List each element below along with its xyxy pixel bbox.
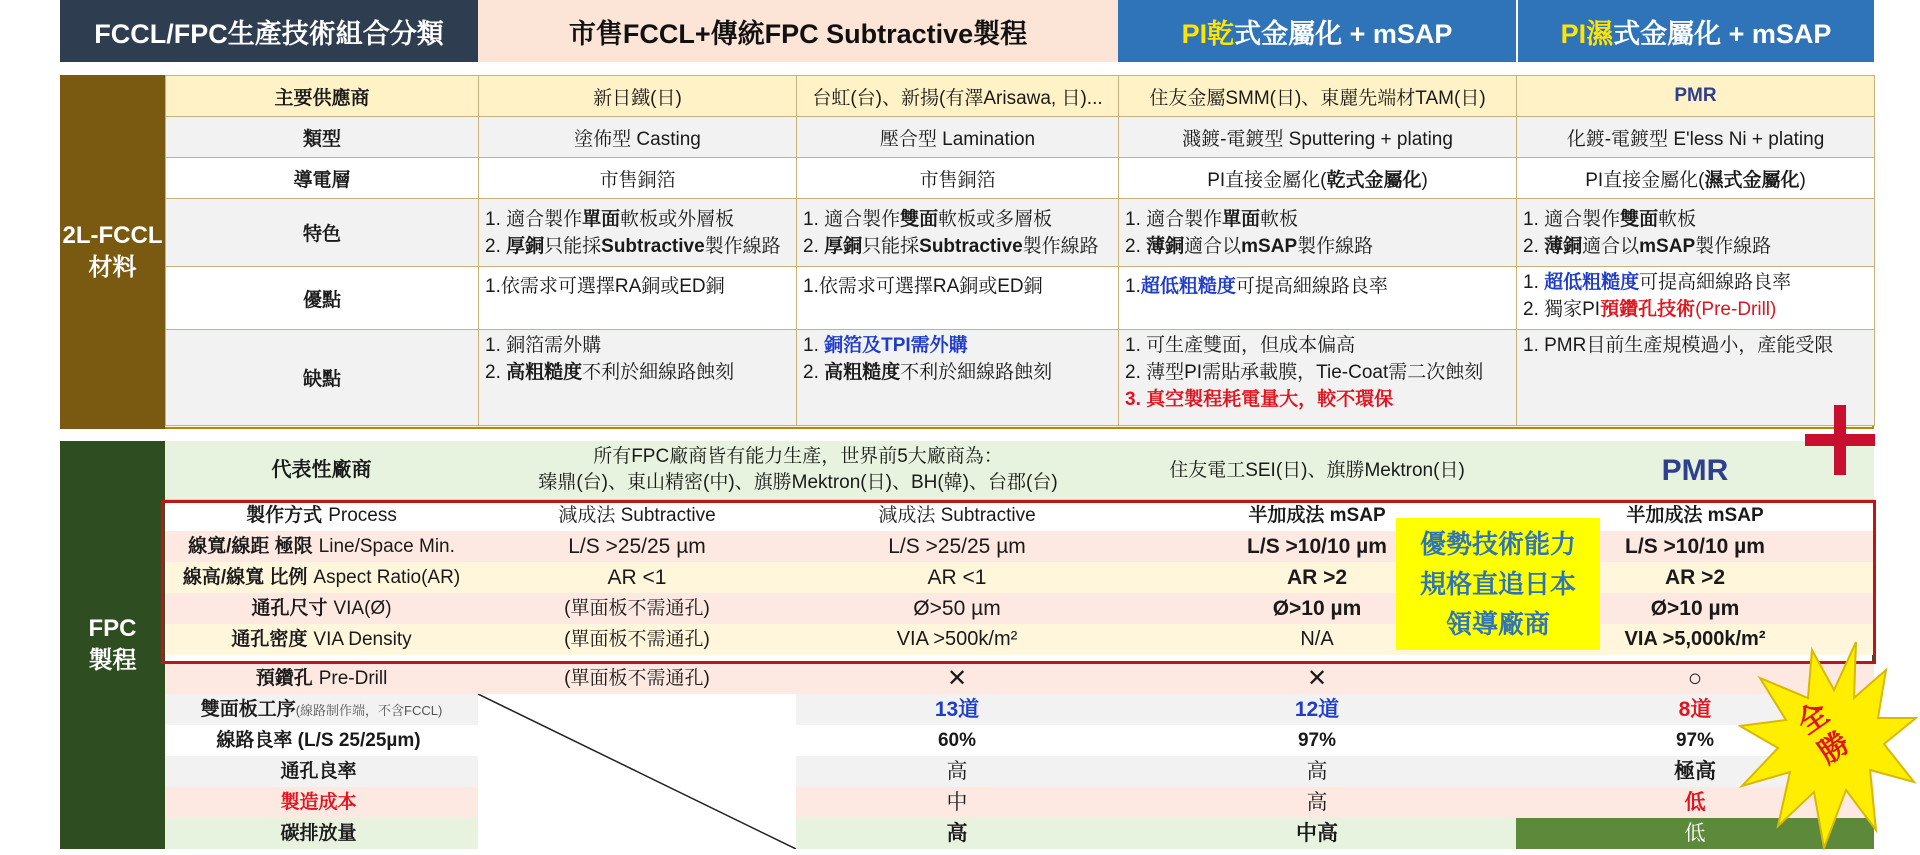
fpc-cell-c1: (單面板不需通孔): [564, 629, 710, 650]
type-lamination: 壓合型 Lamination: [797, 117, 1119, 158]
fpc-cell-c2: VIA >500k/m²: [896, 628, 1018, 650]
fccl-table: [165, 75, 1875, 426]
fpc-cell-c1: L/S >25/25 µm: [568, 535, 706, 558]
fpc-cell-c2: 13道: [934, 698, 980, 721]
disadvantages-c1: 1. 銅箔需外購 2. 高粗糙度不利於細線路蝕刻: [479, 330, 797, 426]
diagonal-line: [478, 694, 796, 849]
advantage-callout: 優勢技術能力 規格直追日本 領導廠商: [1396, 518, 1600, 650]
fpc-cell-c2: AR <1: [927, 566, 987, 589]
supplier-lamination: 台虹(台)、新揚(有澤Arisawa, 日)...: [797, 76, 1119, 117]
supplier-sputtering: 住友金屬SMM(日)、東麗先端材TAM(日): [1119, 76, 1517, 117]
fccl-side-label: 2L-FCCL 材料: [60, 75, 165, 429]
supplier-casting: 新日鐵(日): [479, 76, 797, 117]
row-label-conductive: 導電層: [166, 158, 479, 199]
fpc-cell-c1: (單面板不需通孔): [564, 598, 710, 619]
fpc-cell-c3: 高: [1306, 791, 1328, 814]
fpc-cell-c2: 高: [946, 760, 968, 783]
row-label-suppliers: 主要供應商: [166, 76, 479, 117]
fccl-row-features: [166, 199, 1875, 267]
fpc-cell-c4: 8道: [1678, 698, 1712, 721]
row-label-type: 類型: [166, 117, 479, 158]
fpc-cell-c2: Ø>50 µm: [913, 597, 1001, 620]
fccl-row-suppliers: [166, 76, 1875, 117]
fpc-cell-c2: 中: [946, 791, 968, 814]
type-eless: 化鍍-電鍍型 E'less Ni + plating: [1517, 117, 1875, 158]
fpc-cell-c4: 半加成法 mSAP: [1626, 505, 1764, 526]
fpc-cell-c4: AR >2: [1664, 566, 1726, 589]
header-col-subtractive: 市售FCCL+傳統FPC Subtractive製程: [478, 0, 1118, 62]
fpc-cell-c3: 高: [1306, 760, 1328, 783]
conductive-c3: PI直接金屬化(乾式金屬化): [1119, 158, 1517, 199]
fpc-cell-c4: L/S >10/10 µm: [1625, 535, 1765, 558]
header-col-classification: FCCL/FPC生產技術組合分類: [60, 0, 478, 62]
advantages-c2: 1.依需求可選擇RA銅或ED銅: [797, 267, 1119, 330]
red-plus-icon: [1805, 405, 1875, 475]
fccl-row-type: [166, 117, 1875, 158]
disadvantages-c4: 1. PMR目前生產規模過小，產能受限: [1517, 330, 1875, 426]
fpc-cell-c2: 減成法 Subtractive: [878, 505, 1036, 526]
features-c1: 1. 適合製作單面軟板或外層板 2. 厚銅只能採Subtractive製作線路: [479, 199, 797, 267]
fccl-row-disadvantages: [166, 330, 1875, 426]
fccl-row-advantages: [166, 267, 1875, 330]
features-c2: 1. 適合製作雙面軟板或多層板 2. 厚銅只能採Subtractive製作線路: [797, 199, 1119, 267]
fpc-cell-c4: 極高: [1674, 760, 1716, 783]
conductive-c4: PI直接金屬化(濕式金屬化): [1517, 158, 1875, 199]
fpc-cell-c1: (單面板不需通孔): [564, 668, 710, 689]
row-label-features: 特色: [166, 199, 479, 267]
type-casting: 塗佈型 Casting: [479, 117, 797, 158]
fpc-row-label: 通孔良率: [280, 761, 357, 782]
diagonal-blank-cell: [478, 694, 796, 849]
fpc-cell-c4: 97%: [1675, 730, 1715, 751]
fpc-row-label: 通孔尺寸 VIA(Ø): [251, 598, 392, 619]
fpc-cell-c3: AR >2: [1286, 566, 1348, 589]
fpc-row-label: 預鑽孔 Pre-Drill: [255, 668, 388, 689]
makers-pmr: PMR: [1661, 454, 1729, 487]
fpc-cell-c1: AR <1: [607, 566, 667, 589]
fpc-cell-c3: 中高: [1296, 822, 1338, 845]
header-col-dry-metallization: PI乾 式金屬化 + mSAP: [1118, 0, 1516, 62]
fpc-row-label: 製作方式 Process: [246, 505, 397, 526]
fpc-cell-c4: 低: [1684, 822, 1706, 845]
makers-subtractive: 所有FPC廠商皆有能力生產，世界前5大廠商為： 臻鼎(台)、東山精密(中)、旗勝Mektron(日)、BH(韓)、台郡(台): [538, 446, 1058, 493]
fpc-cell-c3: 12道: [1294, 698, 1340, 721]
fpc-cell-c4: Ø>10 µm: [1650, 597, 1740, 620]
fpc-row-label: 線路良率 (L/S 25/25µm): [216, 730, 421, 751]
disadvantages-c3: 1. 可生產雙面，但成本偏高 2. 薄型PI需貼承載膜，Tie-Coat需二次蝕刻 3. 真空製程耗電量大，較不環保: [1119, 330, 1517, 426]
row-label-disadvantages: 缺點: [166, 330, 479, 426]
fpc-cell-c4: VIA >5,000k/m²: [1624, 628, 1766, 650]
fpc-row-label: 通孔密度 VIA Density: [231, 629, 412, 650]
red-highlight-frame: [161, 500, 1876, 664]
row-label-makers: 代表性廠商: [271, 459, 372, 481]
header-col-wet-metallization: PI濕 式金屬化 + mSAP: [1516, 0, 1874, 62]
fpc-cell-c3: 半加成法 mSAP: [1248, 505, 1386, 526]
fpc-cell-c3: N/A: [1300, 628, 1334, 650]
fpc-row-label: 線高/線寬 比例 Aspect Ratio(AR): [182, 567, 461, 588]
fpc-cell-c1: 減成法 Subtractive: [558, 505, 716, 526]
fpc-cell-c3: Ø>10 µm: [1272, 597, 1362, 620]
conductive-c1: 市售銅箔: [479, 158, 797, 199]
fpc-cell-c2: 高: [946, 822, 968, 845]
fpc-cell-c2: 60%: [937, 730, 977, 751]
conductive-c2: 市售銅箔: [797, 158, 1119, 199]
fpc-row-label: 製造成本: [280, 792, 357, 813]
type-sputtering: 濺鍍-電鍍型 Sputtering + plating: [1119, 117, 1517, 158]
fpc-cell-c2: L/S >25/25 µm: [888, 535, 1026, 558]
row-label-advantages: 優點: [166, 267, 479, 330]
fpc-row-label: 雙面板工序(線路制作端，不含FCCL): [200, 699, 443, 720]
supplier-pmr: PMR: [1517, 76, 1875, 117]
starburst-badge: 全勝: [1738, 640, 1918, 850]
fccl-row-conductive-layer: [166, 158, 1875, 199]
features-c3: 1. 適合製作單面軟板 2. 薄銅適合以mSAP製作線路: [1119, 199, 1517, 267]
fpc-side-label: FPC 製程: [60, 441, 165, 849]
fpc-cell-c3: L/S >10/10 µm: [1247, 535, 1387, 558]
fpc-cell-c4: 低: [1684, 791, 1706, 814]
disadvantages-c2: 1. 銅箔及TPI需外購 2. 高粗糙度不利於細線路蝕刻: [797, 330, 1119, 426]
features-c4: 1. 適合製作雙面軟板 2. 薄銅適合以mSAP製作線路: [1517, 199, 1875, 267]
advantages-c3: 1.超低粗糙度可提高細線路良率: [1119, 267, 1517, 330]
advantages-c1: 1.依需求可選擇RA銅或ED銅: [479, 267, 797, 330]
fpc-cell-c3: ✕: [1306, 665, 1328, 692]
fpc-cell-c3: 97%: [1297, 730, 1337, 751]
advantages-c4: 1. 超低粗糙度可提高細線路良率 2. 獨家PI預鑽孔技術(Pre-Drill): [1517, 267, 1875, 330]
fpc-cell-c4: ○: [1687, 665, 1703, 692]
fpc-cell-c2: ✕: [946, 665, 968, 692]
makers-dry: 住友電工SEI(日)、旗勝Mektron(日): [1169, 460, 1465, 481]
fpc-row-label: 線寬/線距 極限 Line/Space Min.: [188, 536, 455, 557]
fpc-row-label: 碳排放量: [280, 823, 357, 844]
